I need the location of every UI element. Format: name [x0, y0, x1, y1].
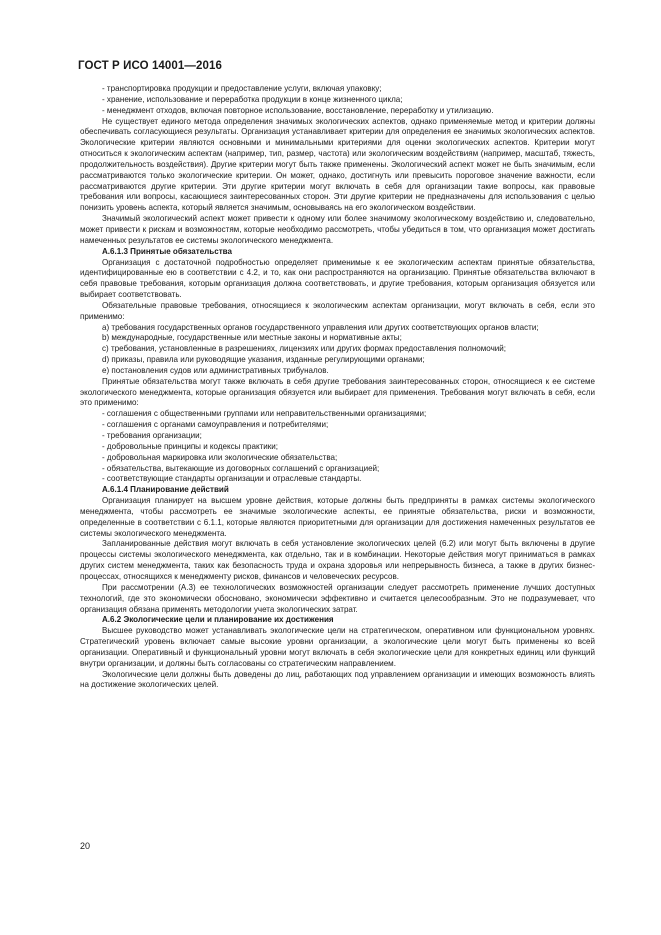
paragraph: d) приказы, правила или руководящие указания, изданные регулирующими органами;: [102, 355, 425, 365]
paragraph: - соответствующие стандарты организации и отраслевые стандарты.: [102, 474, 362, 484]
paragraph: - добровольные принципы и кодексы практики;: [102, 441, 279, 451]
section-heading: A.6.2 Экологические цели и планирование их достижения: [102, 615, 334, 625]
paragraph: e) постановления судов или административных трибуналов.: [102, 365, 329, 375]
paragraph: - менеджмент отходов, включая повторное использование, восстановление, переработку и утилизацию.: [102, 105, 494, 115]
paragraph: Экологические цели должны быть доведены до лиц, работающих под управлением организации и имеющих возможность влиять на достижение экологических целей.: [80, 669, 595, 690]
paragraph: Организация планирует на высшем уровне действия, которые должны быть предприняты в рамках системы экологического менеджмента, чтобы рассмотреть ее значимые экологические аспекты, ее принятые обязательства, риски и возможности, определенные в соответствии с 6.1.1, которые являются приоритетными для организации для достижения намеченных результатов ее системы экологического менеджмента.: [80, 496, 595, 538]
paragraph: b) международные, государственные или местные законы и нормативные акты;: [102, 333, 402, 343]
document-body: [80, 84, 595, 691]
paragraph: Организация с достаточной подробностью определяет применимые к ее экологическим аспектам принятые обязательства, идентифицированные ею в соответствии с 4.2, и то, как они распространяются на организацию. Принятые обязательства включают в себя правовые требования, которым организация должна соответствовать, и другие требования, которым организация обязуется или выбирает соответствовать.: [80, 257, 595, 300]
paragraph: Принятые обязательства могут также включать в себя другие требования заинтересованных сторон, относящиеся к ее системе экологического менеджмента, которые организация обязуется или выбирает для применения. Требования могут включать в себя, если это применимо:: [80, 376, 595, 408]
section-heading: A.6.1.3 Принятые обязательства: [102, 246, 232, 256]
paragraph: Не существует единого метода определения значимых экологических аспектов, однако применяемые метод и критерии должны обеспечивать согласующиеся результаты. Организация устанавливает критерии для определения ее значимых экологических аспектов. Экологические критерии являются основными и минимальными критериями для оценки экологических аспектов. Критерии могут относиться к экологическим аспектам (например, тип, размер, частота) или экологическим воздействиям (например, масштаб, тяжесть, продолжительность воздействия). Другие критерии могут быть также применены. Экологический аспект может не быть значимым, если рассматриваются только экологические критерии. Он может, однако, достигнуть или превысить пороговое значение важности, если рассматриваются другие критерии. Эти другие критерии могут включать в себя для организации такие вопросы, как правовые требования или вопросы, касающиеся заинтересованных сторон. Эти другие критерии не предназначены для использования с целью понизить уровень аспекта, который является значимым, основываясь на его экологическом воздействии.: [80, 116, 595, 213]
paragraph: - обязательства, вытекающие из договорных соглашений с организацией;: [102, 463, 380, 473]
paragraph: a) требования государственных органов государственного управления или других соответствующих органов власти;: [102, 322, 539, 332]
paragraph: Обязательные правовые требования, относящиеся к экологическим аспектам организации, могут включать в себя, если это применимо:: [80, 300, 595, 321]
paragraph: - соглашения с общественными группами или неправительственными организациями;: [102, 409, 427, 419]
paragraph: - хранение, использование и переработка продукции в конце жизненного цикла;: [102, 94, 403, 104]
paragraph: c) требования, установленные в разрешениях, лицензиях или других формах предоставления полномочий;: [102, 344, 507, 354]
paragraph: - требования организации;: [102, 431, 202, 440]
section-heading: A.6.1.4 Планирование действий: [102, 485, 229, 495]
paragraph: При рассмотрении (A.3) ее технологических возможностей организации следует рассмотреть применение лучших доступных технологий, где это экономически обосновано, экономически эффективно и считается целесообразным. Это не подразумевает, что организация обязана применять методологии учета экологических затрат.: [80, 582, 595, 614]
paragraph: Высшее руководство может устанавливать экологические цели на стратегическом, оперативном или функциональном уровнях. Стратегический уровень включает самые высокие уровни организации, а экологические цели могут быть применены ко всей организации. Оперативный и функциональный уровни могут включать в себя экологические цели для конкретных единиц или функций внутри организации, и должны быть согласованы со стратегическим направлением.: [80, 626, 595, 668]
paragraph: Запланированные действия могут включать в себя установление экологических целей (6.2) или могут быть включены в другие процессы системы экологического менеджмента, как отдельно, так и в комбинации. Некоторые действия могут приниматься в рамках других систем менеджмента, таких как безопасность труда и охрана здоровья или непрерывность бизнеса, а также в других бизнес-процессах, относящихся к менеджменту рисков, финансов и человеческих ресурсов.: [80, 539, 595, 581]
page-number: 20: [80, 841, 91, 851]
paragraph: - транспортировка продукции и предоставление услуги, включая упаковку;: [102, 84, 382, 93]
paragraph: - добровольная маркировка или экологические обязательства;: [102, 452, 338, 462]
document-header: ГОСТ Р ИСО 14001—2016: [78, 60, 223, 72]
paragraph: Значимый экологический аспект может привести к одному или более значимому экологическому воздействию и, следовательно, может привести к рискам и возможностям, которые необходимо рассмотреть, чтобы убедиться в том, что организация может достигать намеченных результатов ее системы экологического менеджмента.: [80, 214, 595, 245]
paragraph: - соглашения с органами самоуправления и потребителями;: [102, 420, 329, 430]
